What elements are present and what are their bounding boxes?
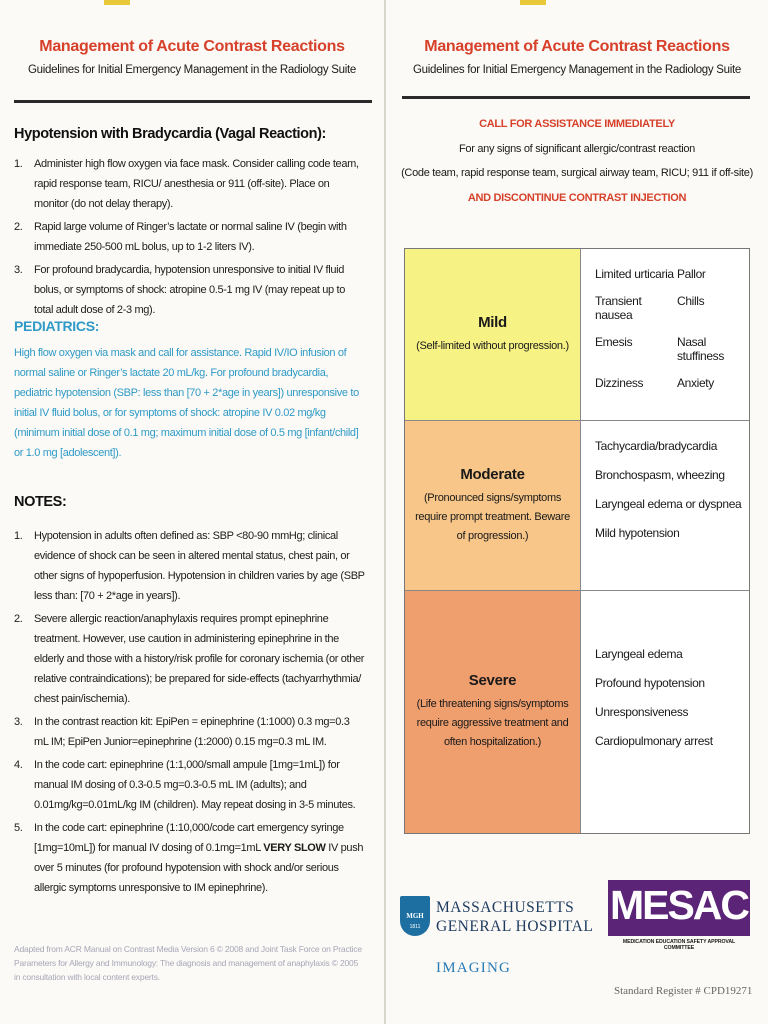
mesac-subtitle: MEDICATION EDUCATION SAFETY APPROVAL COMMITTEE [622, 939, 736, 951]
severity-label-cell [405, 421, 581, 590]
pediatrics-text: High flow oxygen via mask and call for assistance. Rapid IV/IO infusion of normal saline or Ringer’s lactate 20 mL/kg. For profound bradycardia, pediatric hypotension (SBP: less than [70 + 2*age in years]) unresponsive to initial IV fluid bolus, or for symptoms of shock: atropine IV 0.02 mg/kg (minimum initial dose of 0.1 mg; maximum initial dose of 0.5 mg [infant/child] or 1.0 mg [adolescent]). [14, 347, 359, 459]
pediatrics-title: PEDIATRICS: [14, 318, 100, 334]
severity-description: (Pronounced signs/symptoms require prompt treatment. Beware of progression.) [415, 491, 570, 542]
notes-title: NOTES: [14, 494, 67, 510]
list-item: 5. In the code cart: epinephrine (1:10,000/code cart emergency syringe [1mg=10mL]) for manual IV dosing of 0.1mg=1mL VERY SLOW IV push over 5 minutes (for profound hypotension with shock and/or serious allergic symptoms unresponsive to IM epinephrine). [14, 822, 364, 894]
symptom: Laryngeal edema [595, 647, 683, 661]
treatment-steps [14, 154, 364, 323]
severity-description: (Self-limited without progression.) [416, 339, 569, 352]
list-item: 3. In the contrast reaction kit: EpiPen = epinephrine (1:1000) 0.3 mg=0.3 mL IM; EpiPen Junior=epinephrine (1:2000) 0.15 mg=0.3 mL IM. [14, 716, 350, 748]
severity-level: Mild [478, 313, 507, 331]
symptoms-cell [581, 249, 749, 420]
right-panel [386, 0, 768, 1024]
source-credit: Adapted from ACR Manual on Contrast Media Version 6 © 2008 and Joint Task Force on Practice Parameters for Allergy and Immunology: The diagnosis and management of anaphylaxis © 2005 in consultation with local content experts. [14, 944, 362, 982]
severity-label-cell [405, 591, 581, 833]
symptoms-cell [581, 591, 749, 833]
symptom: Tachycardia/bradycardia [595, 439, 718, 453]
shield-icon: MGH 1811 [400, 896, 430, 936]
assist-line-1: For any signs of significant allergic/contrast reaction [458, 143, 695, 155]
notes-list [14, 526, 366, 901]
severity-row-severe [405, 591, 749, 833]
mgh-name: MASSACHUSETTS GENERAL HOSPITAL [436, 899, 594, 935]
list-item: 2. Severe allergic reaction/anaphylaxis requires prompt epinephrine treatment. However, use caution in administering epinephrine in the elderly and those with a history/risk profile for coronary ischemia (or other relative contraindications); be prepared for side-effects (tachyarrhythmia/ chest pain/ischemia). [14, 613, 365, 705]
header-rule [14, 100, 372, 103]
symptom: Unresponsiveness [595, 705, 689, 719]
symptoms-cell [581, 421, 749, 590]
severity-table [404, 248, 750, 834]
severity-row-moderate [405, 421, 749, 591]
severity-level: Severe [468, 672, 517, 689]
page-subtitle: Guidelines for Initial Emergency Management in the Radiology Suite [28, 64, 356, 76]
list-item: 3. For profound bradycardia, hypotension unresponsive to initial IV fluid bolus, or symptoms of shock: atropine 0.5-1 mg IV (may repeat up to total adult dose of 2-3 mg). [14, 264, 345, 316]
standard-register: Standard Register # CPD19271 [614, 985, 753, 997]
severity-level: Moderate [460, 465, 525, 483]
symptom: Limited urticaria [595, 267, 674, 281]
severity-row-mild [405, 249, 749, 421]
symptom: Laryngeal edema or dyspnea [595, 497, 742, 511]
list-item: 1. Administer high flow oxygen via face mask. Consider calling code team, rapid response team, RICU/ anesthesia or 911 (off-site). Place on monitor (do not delay therapy). [14, 158, 359, 210]
header-rule [402, 96, 750, 99]
list-item: 1. Hypotension in adults often defined as: SBP <80-90 mmHg; clinical evidence of shock can be seen in altered mental status, chest pain, or other signs of hypoperfusion. Hypotension in children varies by age (SBP less than: [70 + 2*age in years]). [14, 530, 365, 602]
symptom: Cardiopulmonary arrest [595, 734, 713, 748]
page-title: Management of Acute Contrast Reactions [424, 38, 730, 55]
symptom: Chills [677, 294, 705, 308]
symptom: Transient nausea [595, 294, 642, 322]
discontinue-heading: AND DISCONTINUE CONTRAST INJECTION [467, 192, 687, 204]
mesac-logo: MESAC [608, 880, 750, 936]
page-subtitle: Guidelines for Initial Emergency Management in the Radiology Suite [413, 64, 741, 76]
mgh-logo [400, 896, 594, 996]
severity-label-cell [405, 249, 581, 420]
symptom: Bronchospasm, wheezing [595, 468, 725, 482]
symptom: Emesis [595, 335, 633, 349]
call-assistance-heading: CALL FOR ASSISTANCE IMMEDIATELY [479, 118, 675, 130]
symptom: Nasal stuffiness [677, 335, 724, 363]
symptom: Profound hypotension [595, 676, 705, 690]
section-title: Hypotension with Bradycardia (Vagal Reaction): [14, 126, 326, 142]
symptom: Dizziness [595, 376, 644, 390]
symptom: Mild hypotension [595, 526, 680, 540]
severity-description: (Life threatening signs/symptoms require aggressive treatment and often hospitalization.) [416, 698, 569, 748]
mgh-imaging: IMAGING [436, 960, 512, 976]
list-item: 2. Rapid large volume of Ringer’s lactate or normal saline IV (begin with immediate 250-500 mL bolus, up to 1-2 liters IV). [14, 221, 347, 253]
list-item: 4. In the code cart: epinephrine (1:1,000/small ampule [1mg=1mL]) for manual IM dosing of 0.3-0.5 mg=0.3-0.5 mL IM (adults); and 0.01mg/kg=0.01mL/kg IM (children). May repeat dosing in 3-5 minutes. [14, 759, 356, 811]
page-title: Management of Acute Contrast Reactions [39, 38, 345, 55]
assist-line-2: (Code team, rapid response team, surgical airway team, RICU; 911 if off-site) [401, 167, 753, 179]
symptom: Pallor [677, 267, 706, 281]
symptom: Anxiety [677, 376, 714, 390]
